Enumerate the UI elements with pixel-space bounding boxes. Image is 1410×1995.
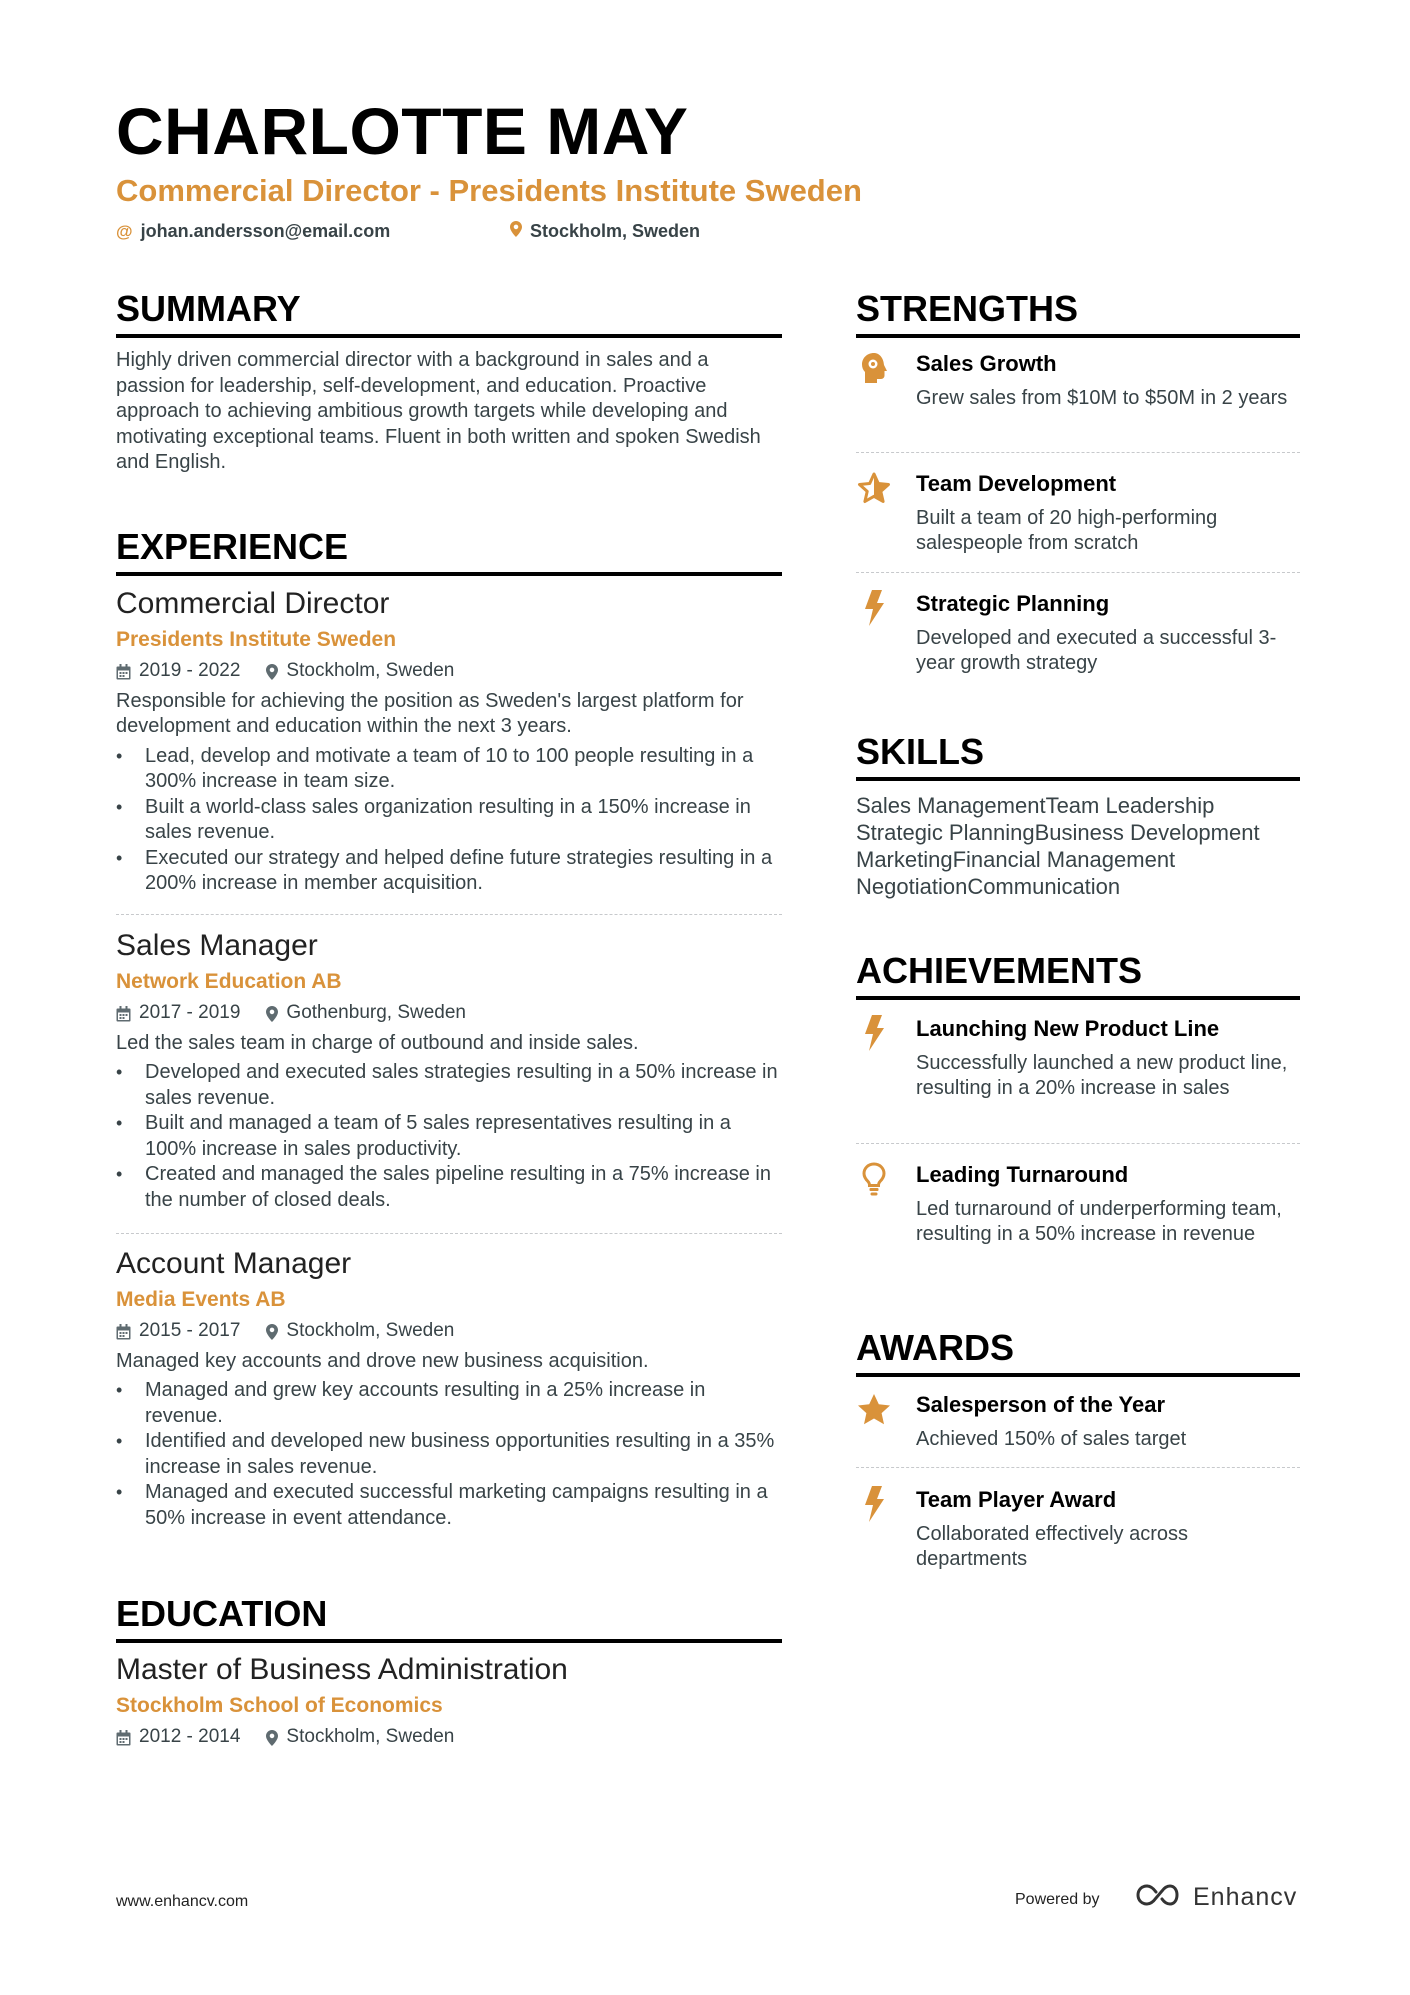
skill-item: Financial Management xyxy=(952,847,1176,872)
map-pin-icon xyxy=(266,1730,278,1746)
school-name: Stockholm School of Economics xyxy=(116,1694,443,1717)
education-heading: EDUCATION xyxy=(116,1596,782,1643)
bullet-item: • Built a world-class sales organization resulting in a 150% increase in sales revenue. xyxy=(116,795,782,846)
job-title: Account Manager xyxy=(116,1247,352,1280)
lightbulb-icon xyxy=(856,1161,892,1197)
strength-description: Developed and executed a successful 3-year growth strategy xyxy=(916,626,1277,675)
job-bullets xyxy=(116,744,782,897)
lightning-icon xyxy=(856,1486,892,1522)
bullet-item: • Managed and grew key accounts resulting in a 25% increase in revenue. xyxy=(116,1378,782,1429)
company-name: Media Events AB xyxy=(116,1288,286,1311)
map-pin-icon xyxy=(266,1324,278,1340)
job-description: Managed key accounts and drove new business acquisition. xyxy=(116,1349,649,1372)
skill-item: Team Leadership xyxy=(1045,793,1215,818)
strengths-heading: STRENGTHS xyxy=(856,291,1300,338)
skill-item: Business Development xyxy=(1034,820,1260,845)
strength-title: Team Development xyxy=(916,471,1117,496)
bullet-item: • Identified and developed new business opportunities resulting in a 35% increase in sales revenue. xyxy=(116,1429,782,1480)
award-item xyxy=(856,1486,1300,1573)
skills-list xyxy=(856,792,1300,900)
job-dates: 2017 - 2019 xyxy=(139,1002,241,1024)
head-icon xyxy=(856,350,892,386)
job-bullets xyxy=(116,1378,782,1531)
star-outline-icon xyxy=(856,470,892,506)
map-pin-icon xyxy=(510,221,522,242)
strength-description: Built a team of 20 high-performing salespeople from scratch xyxy=(916,506,1218,555)
job-meta xyxy=(116,1001,782,1026)
skill-item: Sales Management xyxy=(856,793,1046,818)
candidate-headline: Commercial Director - Presidents Institute Sweden xyxy=(116,173,862,208)
experience-heading: EXPERIENCE xyxy=(116,529,782,576)
education-location: Stockholm, Sweden xyxy=(286,1726,455,1748)
divider xyxy=(856,1143,1300,1144)
strength-title: Strategic Planning xyxy=(916,591,1110,616)
bullet-item: • Managed and executed successful marketing campaigns resulting in a 50% increase in event attendance. xyxy=(116,1480,782,1531)
achievement-item xyxy=(856,1161,1300,1248)
skills-heading: SKILLS xyxy=(856,734,1300,781)
job-title: Sales Manager xyxy=(116,929,318,962)
achievement-title: Launching New Product Line xyxy=(916,1016,1220,1041)
award-title: Salesperson of the Year xyxy=(916,1392,1166,1417)
skill-item: Negotiation xyxy=(856,874,968,899)
footer-url-link[interactable]: www.enhancv.com xyxy=(116,1893,249,1910)
lightning-icon xyxy=(856,1015,892,1051)
job-bullets xyxy=(116,1060,782,1213)
divider xyxy=(116,1233,782,1234)
infinity-logo-icon xyxy=(1135,1882,1183,1913)
experience-entry xyxy=(116,1246,782,1531)
strength-item xyxy=(856,350,1300,411)
skill-item: Strategic Planning xyxy=(856,820,1035,845)
job-description: Responsible for achieving the position as Sweden's largest platform for development and education within the next 3 years. xyxy=(116,689,744,738)
skill-item: Marketing xyxy=(856,847,953,872)
achievement-description: Successfully launched a new product line, resulting in a 20% increase in sales xyxy=(916,1051,1288,1100)
job-description: Led the sales team in charge of outbound and inside sales. xyxy=(116,1031,639,1054)
candidate-name: CHARLOTTE MAY xyxy=(116,94,689,168)
job-meta xyxy=(116,1319,782,1344)
divider xyxy=(856,572,1300,573)
achievement-item xyxy=(856,1015,1300,1102)
company-name: Presidents Institute Sweden xyxy=(116,628,397,651)
job-location: Gothenburg, Sweden xyxy=(286,1002,466,1024)
calendar-icon xyxy=(116,1324,131,1340)
award-item xyxy=(856,1391,1300,1452)
bullet-item: • Built and managed a team of 5 sales representatives resulting in a 100% increase in sales productivity. xyxy=(116,1111,782,1162)
award-description: Achieved 150% of sales target xyxy=(916,1427,1187,1450)
job-dates: 2019 - 2022 xyxy=(139,660,241,682)
job-dates: 2015 - 2017 xyxy=(139,1320,241,1342)
location-text: Stockholm, Sweden xyxy=(530,221,701,241)
contact-email[interactable] xyxy=(116,221,390,242)
skill-item: Communication xyxy=(967,874,1121,899)
achievement-description: Led turnaround of underperforming team, resulting in a 50% increase in revenue xyxy=(916,1197,1282,1246)
job-location: Stockholm, Sweden xyxy=(286,1320,455,1342)
strength-title: Sales Growth xyxy=(916,351,1057,376)
enhancv-logo[interactable] xyxy=(1135,1882,1297,1913)
calendar-icon xyxy=(116,1730,131,1746)
powered-by-label: Powered by xyxy=(1015,1891,1100,1908)
star-filled-icon xyxy=(856,1391,892,1427)
award-title: Team Player Award xyxy=(916,1487,1117,1512)
strength-description: Grew sales from $10M to $50M in 2 years xyxy=(916,386,1288,409)
brand-name: Enhancv xyxy=(1193,1883,1298,1911)
summary-text: Highly driven commercial director with a background in sales and a passion for leadership, self-development, and education. Proactive approach to achieving ambitious growth targets while developing and motivating exceptional teams. Fluent in both written and spoken Swedish and English. xyxy=(116,349,761,473)
bullet-item: • Created and managed the sales pipeline resulting in a 75% increase in the number of closed deals. xyxy=(116,1162,782,1213)
calendar-icon xyxy=(116,1006,131,1022)
award-description: Collaborated effectively across departments xyxy=(916,1522,1188,1571)
divider xyxy=(856,1467,1300,1468)
company-name: Network Education AB xyxy=(116,970,342,993)
job-meta xyxy=(116,659,782,684)
bullet-item: • Lead, develop and motivate a team of 10 to 100 people resulting in a 300% increase in team size. xyxy=(116,744,782,795)
experience-entry xyxy=(116,928,782,1213)
awards-heading: AWARDS xyxy=(856,1330,1300,1377)
achievement-title: Leading Turnaround xyxy=(916,1162,1129,1187)
achievements-heading: ACHIEVEMENTS xyxy=(856,953,1300,1000)
degree-title: Master of Business Administration xyxy=(116,1653,568,1686)
strength-item xyxy=(856,590,1300,677)
bullet-item: • Developed and executed sales strategies resulting in a 50% increase in sales revenue. xyxy=(116,1060,782,1111)
divider xyxy=(116,914,782,915)
summary-heading: SUMMARY xyxy=(116,291,782,338)
strength-item xyxy=(856,470,1300,557)
contact-location xyxy=(510,221,700,242)
job-title: Commercial Director xyxy=(116,587,390,620)
calendar-icon xyxy=(116,664,131,680)
bullet-item: • Executed our strategy and helped define future strategies resulting in a 200% increase in member acquisition. xyxy=(116,846,782,897)
map-pin-icon xyxy=(266,664,278,680)
education-meta xyxy=(116,1725,782,1750)
divider xyxy=(856,452,1300,453)
education-entry xyxy=(116,1652,782,1750)
job-location: Stockholm, Sweden xyxy=(286,660,455,682)
experience-entry xyxy=(116,586,782,897)
at-icon: @ xyxy=(116,221,133,241)
email-text: johan.andersson@email.com xyxy=(140,221,391,241)
education-dates: 2012 - 2014 xyxy=(139,1726,241,1748)
map-pin-icon xyxy=(266,1006,278,1022)
lightning-icon xyxy=(856,590,892,626)
